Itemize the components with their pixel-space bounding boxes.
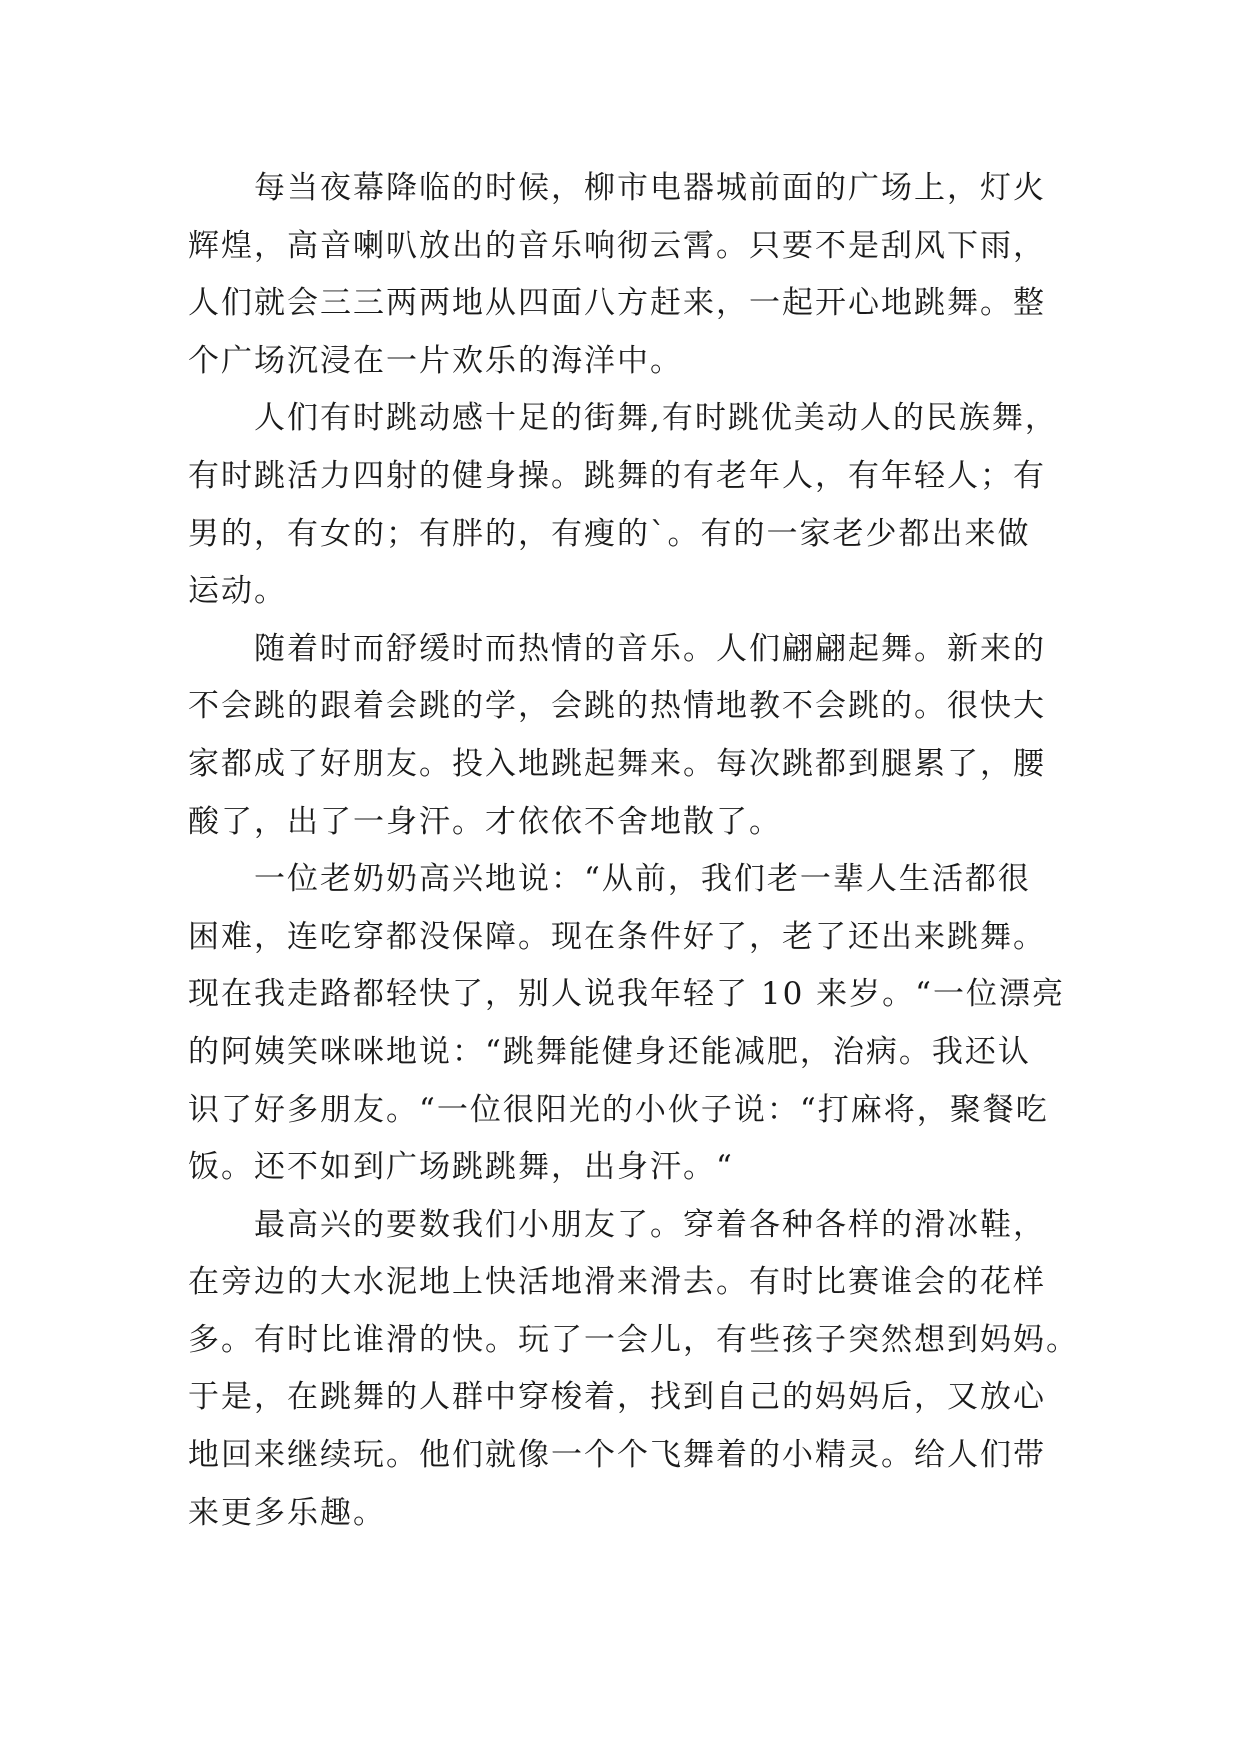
paragraph-line: 家都成了好朋友。投入地跳起舞来。每次跳都到腿累了，腰: [188, 745, 1046, 782]
paragraph-line: 酸了，出了一身汗。才依依不舍地散了。: [188, 803, 782, 840]
paragraph-5: [188, 1197, 1079, 1543]
paragraph-line: 个广场沉浸在一片欢乐的海洋中。: [188, 342, 683, 379]
paragraph-line: 地回来继续玩。他们就像一个个飞舞着的小精灵。给人们带: [188, 1437, 1046, 1474]
paragraph-3: [188, 621, 1056, 851]
paragraph-line: 来更多乐趣。: [188, 1494, 386, 1531]
paragraph-line: 运动。: [188, 573, 287, 610]
paragraph-line: 现在我走路都轻快了，别人说我年轻了 10 来岁。“一位漂亮: [188, 976, 1065, 1013]
paragraph-line: 人们有时跳动感十足的街舞,有时跳优美动人的民族舞，: [254, 400, 1058, 437]
paragraph-line: 有时跳活力四射的健身操。跳舞的有老年人，有年轻人；有: [188, 457, 1046, 494]
paragraph-2: [188, 390, 1056, 620]
paragraph-line: 一位老奶奶高兴地说：“从前，我们老一辈人生活都很: [254, 861, 1031, 898]
paragraph-line: 的阿姨笑咪咪地说：“跳舞能健身还能减肥，治病。我还认: [188, 1033, 1031, 1070]
paragraph-line: 识了好多朋友。“一位很阳光的小伙子说：“打麻将，聚餐吃: [188, 1091, 1049, 1128]
paragraph-4: [188, 851, 1065, 1197]
paragraph-line: 人们就会三三两两地从四面八方赶来，一起开心地跳舞。整: [188, 285, 1046, 322]
paragraph-line: 困难，连吃穿都没保障。现在条件好了，老了还出来跳舞。: [188, 918, 1046, 955]
paragraph-line: 男的，有女的；有胖的，有瘦的`。有的一家老少都出来做: [188, 515, 1031, 552]
paragraph-line: 不会跳的跟着会跳的学，会跳的热情地教不会跳的。很快大: [188, 688, 1046, 725]
paragraph-line: 多。有时比谁滑的快。玩了一会儿，有些孩子突然想到妈妈。: [188, 1321, 1079, 1358]
paragraph-1: [188, 160, 1056, 390]
paragraph-line: 辉煌，高音喇叭放出的音乐响彻云霄。只要不是刮风下雨，: [188, 227, 1046, 264]
paragraph-line: 于是，在跳舞的人群中穿梭着，找到自己的妈妈后，又放心: [188, 1379, 1046, 1416]
paragraph-line: 每当夜幕降临的时候，柳市电器城前面的广场上，灯火: [254, 170, 1046, 206]
essay-body: [188, 160, 1079, 1542]
paragraph-line: 最高兴的要数我们小朋友了。穿着各种各样的滑冰鞋，: [254, 1206, 1046, 1243]
paragraph-line: 饭。还不如到广场跳跳舞，出身汗。“: [188, 1149, 734, 1186]
paragraph-line: 随着时而舒缓时而热情的音乐。人们翩翩起舞。新来的: [254, 630, 1046, 667]
paragraph-line: 在旁边的大水泥地上快活地滑来滑去。有时比赛谁会的花样: [188, 1264, 1046, 1301]
